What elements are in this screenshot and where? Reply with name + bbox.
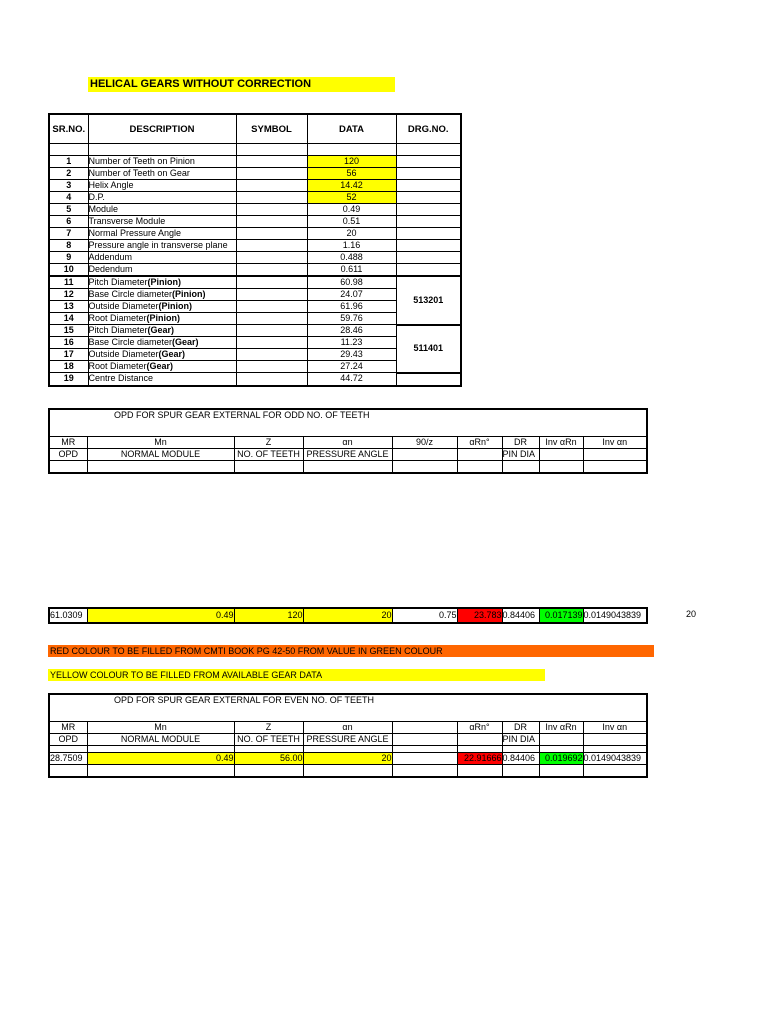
inv-arn-value[interactable]: 0.017139 bbox=[539, 608, 583, 623]
header-z: Z bbox=[234, 722, 303, 734]
row-srno: 9 bbox=[49, 252, 88, 264]
header-blank bbox=[583, 449, 647, 461]
header-an: αn bbox=[303, 437, 392, 449]
z-value[interactable]: 120 bbox=[234, 608, 303, 623]
desc-text: Outside Diameter bbox=[88, 349, 159, 359]
opd-even-caption: OPD FOR SPUR GEAR EXTERNAL FOR EVEN NO. OF TEETH bbox=[49, 694, 647, 722]
row-srno: 11 bbox=[49, 276, 88, 289]
row-drgno bbox=[396, 264, 461, 277]
opd-odd-caption: OPD FOR SPUR GEAR EXTERNAL FOR ODD NO. OF TEETH bbox=[49, 409, 647, 437]
row-srno: 10 bbox=[49, 264, 88, 277]
row-srno: 4 bbox=[49, 192, 88, 204]
row-data: 20 bbox=[307, 228, 396, 240]
row-description: Helix Angle bbox=[88, 180, 236, 192]
header-pin-dia: PIN DIA bbox=[502, 734, 539, 746]
row-data[interactable]: 56 bbox=[307, 168, 396, 180]
row-data: 44.72 bbox=[307, 373, 396, 386]
opd-even-table bbox=[48, 693, 648, 778]
header-inv-an: Inv αn bbox=[583, 437, 647, 449]
row-srno: 18 bbox=[49, 361, 88, 373]
table-caption-row bbox=[49, 409, 647, 437]
row-symbol bbox=[236, 264, 307, 277]
row-data: 0.488 bbox=[307, 252, 396, 264]
row-drgno bbox=[396, 228, 461, 240]
header-normal-module: NORMAL MODULE bbox=[87, 734, 234, 746]
header-opd: OPD bbox=[49, 734, 87, 746]
ninety-z-value: 0.75 bbox=[392, 608, 457, 623]
header-90z: 90/z bbox=[392, 437, 457, 449]
arn-value[interactable]: 22.91666 bbox=[457, 753, 502, 765]
row-drgno bbox=[396, 204, 461, 216]
row-srno: 5 bbox=[49, 204, 88, 216]
header-dr: DR bbox=[502, 722, 539, 734]
row-data: 27.24 bbox=[307, 361, 396, 373]
row-data: 59.76 bbox=[307, 313, 396, 325]
dr-value: 0.84406 bbox=[502, 753, 539, 765]
row-description: Number of Teeth on Gear bbox=[88, 168, 236, 180]
empty-row bbox=[49, 461, 647, 474]
desc-bold: (Pinion) bbox=[158, 301, 193, 311]
drg-no-gear: 511401 bbox=[396, 325, 461, 373]
row-symbol bbox=[236, 180, 307, 192]
arn-value[interactable]: 23.783 bbox=[457, 608, 502, 623]
table-header-row bbox=[49, 734, 647, 746]
header-mr: MR bbox=[49, 437, 87, 449]
row-drgno bbox=[396, 216, 461, 228]
mr-value: 28.7509 bbox=[49, 753, 87, 765]
desc-bold: (Gear) bbox=[158, 349, 186, 359]
header-blank bbox=[539, 734, 583, 746]
row-srno: 12 bbox=[49, 289, 88, 301]
header-z: Z bbox=[234, 437, 303, 449]
row-drgno bbox=[396, 192, 461, 204]
header-blank bbox=[583, 734, 647, 746]
inv-arn-value[interactable]: 0.019692 bbox=[539, 753, 583, 765]
yellow-colour-note: YELLOW COLOUR TO BE FILLED FROM AVAILABLE GEAR DATA bbox=[48, 669, 545, 681]
header-an: αn bbox=[303, 722, 392, 734]
desc-bold: (Pinion) bbox=[146, 313, 181, 323]
row-srno: 17 bbox=[49, 349, 88, 361]
row-description: Transverse Module bbox=[88, 216, 236, 228]
row-symbol bbox=[236, 289, 307, 301]
row-description bbox=[88, 337, 236, 349]
header-mr: MR bbox=[49, 722, 87, 734]
desc-text: Pitch Diameter bbox=[88, 325, 148, 335]
row-drgno bbox=[396, 180, 461, 192]
row-symbol bbox=[236, 361, 307, 373]
row-srno: 14 bbox=[49, 313, 88, 325]
row-symbol bbox=[236, 204, 307, 216]
header-no-of-teeth: NO. OF TEETH bbox=[234, 734, 303, 746]
row-srno: 15 bbox=[49, 325, 88, 337]
row-drgno bbox=[396, 252, 461, 264]
row-symbol bbox=[236, 349, 307, 361]
header-data: DATA bbox=[307, 114, 396, 144]
row-data: 60.98 bbox=[307, 276, 396, 289]
row-description: Pressure angle in transverse plane bbox=[88, 240, 236, 252]
row-data: 0.611 bbox=[307, 264, 396, 277]
row-drgno bbox=[396, 240, 461, 252]
row-description: Module bbox=[88, 204, 236, 216]
table-row bbox=[49, 228, 461, 240]
red-colour-note: RED COLOUR TO BE FILLED FROM CMTI BOOK PG 42-50 FROM VALUE IN GREEN COLOUR bbox=[48, 645, 654, 657]
row-srno: 7 bbox=[49, 228, 88, 240]
header-description: DESCRIPTION bbox=[88, 114, 236, 144]
table-row bbox=[49, 156, 461, 168]
header-arn: αRn° bbox=[457, 722, 502, 734]
row-description bbox=[88, 276, 236, 289]
blank-cell bbox=[392, 753, 457, 765]
table-row bbox=[49, 168, 461, 180]
row-srno: 13 bbox=[49, 301, 88, 313]
header-srno: SR.NO. bbox=[49, 114, 88, 144]
row-symbol bbox=[236, 192, 307, 204]
row-description bbox=[88, 325, 236, 337]
header-drgno: DRG.NO. bbox=[396, 114, 461, 144]
table-row bbox=[49, 753, 647, 765]
row-srno: 1 bbox=[49, 156, 88, 168]
header-mn: Mn bbox=[87, 722, 234, 734]
z-value[interactable]: 56.00 bbox=[234, 753, 303, 765]
row-symbol bbox=[236, 325, 307, 337]
desc-bold: (Pinion) bbox=[172, 289, 206, 299]
dr-value: 0.84406 bbox=[502, 608, 539, 623]
header-normal-module: NORMAL MODULE bbox=[87, 449, 234, 461]
row-data: 61.96 bbox=[307, 301, 396, 313]
table-row bbox=[49, 264, 461, 277]
header-arn: αRn° bbox=[457, 437, 502, 449]
header-opd: OPD bbox=[49, 449, 87, 461]
table-caption-row bbox=[49, 694, 647, 722]
row-description: D.P. bbox=[88, 192, 236, 204]
opd-odd-table bbox=[48, 408, 648, 474]
empty-row bbox=[49, 765, 647, 778]
header-pressure-angle: PRESSURE ANGLE bbox=[303, 734, 392, 746]
table-header-row bbox=[49, 437, 647, 449]
row-symbol bbox=[236, 313, 307, 325]
row-data: 11.23 bbox=[307, 337, 396, 349]
row-srno: 6 bbox=[49, 216, 88, 228]
row-symbol bbox=[236, 228, 307, 240]
mn-value[interactable]: 0.49 bbox=[87, 608, 234, 623]
table-row bbox=[49, 252, 461, 264]
gear-data-table bbox=[48, 113, 462, 387]
table-header-row bbox=[49, 449, 647, 461]
header-symbol: SYMBOL bbox=[236, 114, 307, 144]
row-description: Addendum bbox=[88, 252, 236, 264]
row-description bbox=[88, 349, 236, 361]
table-header-row bbox=[49, 722, 647, 734]
row-description bbox=[88, 301, 236, 313]
an-value[interactable]: 20 bbox=[303, 753, 392, 765]
row-data[interactable]: 14.42 bbox=[307, 180, 396, 192]
row-drgno bbox=[396, 156, 461, 168]
row-data: 0.49 bbox=[307, 204, 396, 216]
row-drgno bbox=[396, 373, 461, 386]
desc-text: Base Circle diameter bbox=[88, 289, 173, 299]
row-description bbox=[88, 361, 236, 373]
row-description bbox=[88, 289, 236, 301]
row-symbol bbox=[236, 337, 307, 349]
row-srno: 19 bbox=[63, 373, 74, 384]
header-mn: Mn bbox=[87, 437, 234, 449]
table-row bbox=[49, 608, 647, 623]
row-description: Centre Distance bbox=[88, 373, 236, 386]
desc-text: Root Diameter bbox=[88, 313, 147, 323]
table-row bbox=[49, 240, 461, 252]
row-drgno bbox=[396, 168, 461, 180]
table-row bbox=[49, 192, 461, 204]
header-dr: DR bbox=[502, 437, 539, 449]
row-srno: 16 bbox=[49, 337, 88, 349]
row-symbol bbox=[236, 216, 307, 228]
table-header-row bbox=[49, 114, 461, 144]
table-row bbox=[49, 373, 461, 386]
drg-no-pinion: 513201 bbox=[396, 276, 461, 325]
mn-value[interactable]: 0.49 bbox=[87, 753, 234, 765]
header-pressure-angle: PRESSURE ANGLE bbox=[303, 449, 392, 461]
table-row bbox=[49, 204, 461, 216]
inv-an-value: 0.0149043839 bbox=[583, 608, 647, 623]
header-blank bbox=[392, 734, 457, 746]
header-blank bbox=[539, 449, 583, 461]
row-srno: 8 bbox=[49, 240, 88, 252]
row-symbol bbox=[236, 252, 307, 264]
row-description: Normal Pressure Angle bbox=[88, 228, 236, 240]
row-data: 24.07 bbox=[307, 289, 396, 301]
row-description: Number of Teeth on Pinion bbox=[88, 156, 236, 168]
header-inv-arn: Inv αRn bbox=[539, 722, 583, 734]
row-data: 1.16 bbox=[307, 240, 396, 252]
desc-text: Root Diameter bbox=[88, 361, 147, 371]
inv-an-value: 0.0149043839 bbox=[583, 753, 647, 765]
an-value[interactable]: 20 bbox=[303, 608, 392, 623]
table-row bbox=[49, 325, 461, 337]
table-row bbox=[49, 276, 461, 289]
row-symbol bbox=[236, 168, 307, 180]
header-blank bbox=[457, 449, 502, 461]
header-inv-an: Inv αn bbox=[583, 722, 647, 734]
row-data[interactable]: 52 bbox=[307, 192, 396, 204]
row-data: 0.51 bbox=[307, 216, 396, 228]
sheet-title: HELICAL GEARS WITHOUT CORRECTION bbox=[88, 77, 395, 92]
desc-text: Base Circle diameter bbox=[88, 337, 173, 347]
desc-bold: (Pinion) bbox=[147, 277, 182, 287]
mr-value: 61.0309 bbox=[50, 610, 83, 620]
row-symbol bbox=[236, 373, 307, 386]
table-row bbox=[49, 180, 461, 192]
desc-text: Pitch Diameter bbox=[88, 277, 148, 287]
desc-bold: (Gear) bbox=[146, 361, 174, 371]
header-inv-arn: Inv αRn bbox=[539, 437, 583, 449]
row-srno: 2 bbox=[49, 168, 88, 180]
row-data: 28.46 bbox=[307, 325, 396, 337]
header-blank bbox=[392, 449, 457, 461]
opd-odd-calc-row bbox=[48, 607, 648, 624]
row-data: 29.43 bbox=[307, 349, 396, 361]
row-symbol bbox=[236, 156, 307, 168]
side-value: 20 bbox=[686, 609, 697, 619]
row-data[interactable]: 120 bbox=[307, 156, 396, 168]
desc-bold: (Gear) bbox=[172, 337, 199, 347]
header-pin-dia: PIN DIA bbox=[502, 449, 539, 461]
row-symbol bbox=[236, 301, 307, 313]
header-blank bbox=[457, 734, 502, 746]
desc-text: Outside Diameter bbox=[88, 301, 159, 311]
spacer-row bbox=[49, 144, 461, 156]
header-blank bbox=[392, 722, 457, 734]
header-no-of-teeth: NO. OF TEETH bbox=[234, 449, 303, 461]
row-symbol bbox=[236, 240, 307, 252]
table-row bbox=[49, 216, 461, 228]
row-srno: 3 bbox=[49, 180, 88, 192]
desc-bold: (Gear) bbox=[147, 325, 175, 335]
row-symbol bbox=[236, 276, 307, 289]
row-description: Dedendum bbox=[88, 264, 236, 277]
empty-row bbox=[49, 746, 647, 753]
row-description bbox=[88, 313, 236, 325]
